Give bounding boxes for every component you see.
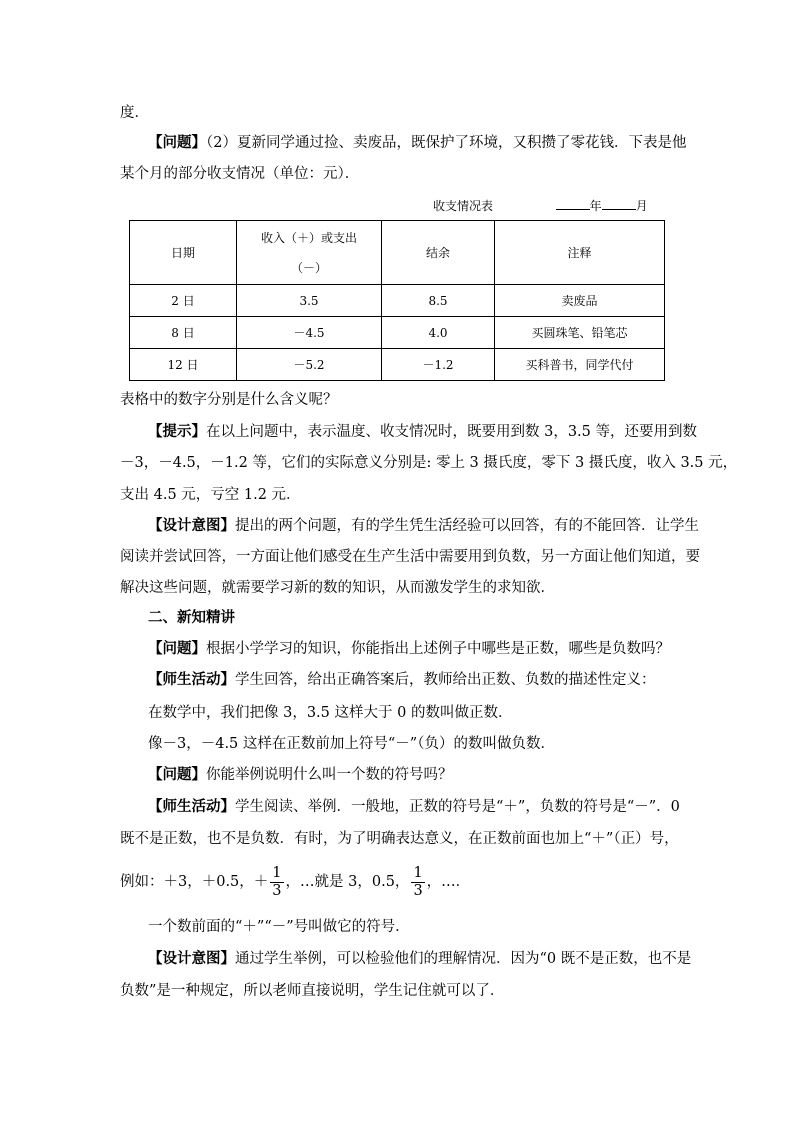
label-tag: 【设计意图】 [148, 950, 235, 967]
cell-balance: 4.0 [382, 317, 495, 349]
fraction-numerator: 1 [413, 864, 423, 881]
label-tag: 【设计意图】 [148, 517, 235, 534]
text-line [148, 639, 670, 659]
text-line [148, 949, 691, 969]
text-line: 像－3，－4.5 这样在正数前加上符号“－”（负）的数叫做负数． [148, 736, 555, 752]
text-span: ，…． [426, 874, 471, 890]
text-line: 在数学中，我们把像 3，3.5 这样大于 0 的数叫做正数． [148, 705, 513, 721]
header-balance: 结余 [382, 221, 495, 285]
table-caption [433, 197, 648, 214]
text-line: 度． [120, 105, 149, 121]
text-line [148, 422, 697, 442]
month-blank [602, 197, 636, 210]
label-tag: 【提示】 [148, 423, 206, 440]
header-note: 注释 [495, 221, 665, 285]
text-span: 你能举例说明什么叫一个数的符号吗？ [206, 767, 453, 783]
text-line: 表格中的数字分别是什么含义呢？ [120, 392, 338, 408]
text-span: 通过学生举例，可以检验他们的理解情况．因为“0 既不是正数，也不是 [235, 951, 692, 967]
cell-balance: －1.2 [382, 349, 495, 381]
text-span: 提出的两个问题，有的学生凭生活经验可以回答，有的不能回答．让学生 [235, 518, 699, 534]
cell-amount: －5.2 [237, 349, 382, 381]
text-line: 一个数前面的“＋”“－”号叫做它的符号． [148, 919, 410, 935]
table-title: 收支情况表 [433, 199, 494, 213]
text-span: 根据小学学习的知识，你能指出上述例子中哪些是正数，哪些是负数吗？ [206, 641, 670, 657]
label-tag: 【师生活动】 [148, 798, 235, 815]
text-line [148, 797, 680, 817]
month-label: 月 [635, 199, 648, 213]
text-line: 阅读并尝试回答，一方面让他们感受在生产生活中需要用到负数，另一方面让他们知道，要 [120, 549, 700, 565]
table-row [130, 349, 665, 381]
text-line: 既不是正数，也不是负数．有时，为了明确表达意义，在正数前面也加上“＋”（正）号， [120, 831, 679, 847]
text-line [148, 133, 686, 153]
text-line: 支出 4.5 元，亏空 1.2 元． [120, 487, 301, 503]
text-line: 负数”是一种规定，所以老师直接说明，学生记住就可以了． [120, 983, 505, 999]
fraction-one-third [411, 865, 424, 900]
header-amount [237, 221, 382, 285]
label-tag: 【师生活动】 [148, 671, 235, 688]
cell-date: 12 日 [130, 349, 237, 381]
text-line [148, 516, 699, 536]
text-line: －3，－4.5，－1.2 等，它们的实际意义分别是: 零上 3 摄氏度，零下 3 摄氏度，收入 3.5 元， [120, 455, 738, 471]
fraction-denominator: 3 [413, 882, 423, 899]
label-tag: 【问题】 [148, 640, 206, 657]
text-span: （2）夏新同学通过捡、卖废品，既保护了环境，又积攒了零花钱．下表是他 [206, 135, 687, 151]
cell-date: 8 日 [130, 317, 237, 349]
table-header-row [130, 221, 665, 285]
fraction-denominator: 3 [272, 882, 282, 899]
header-amount-line1: 收入（＋）或支出 [260, 230, 357, 245]
section-heading: 二、新知精讲 [148, 609, 235, 626]
text-line [148, 670, 656, 690]
text-line: 解决这些问题，就需要学习新的数的知识，从而激发学生的求知欲． [120, 580, 555, 596]
cell-amount: 3.5 [237, 285, 382, 317]
cell-amount: －4.5 [237, 317, 382, 349]
text-span: 学生回答，给出正确答案后，教师给出正数、负数的描述性定义： [235, 672, 656, 688]
year-label: 年 [589, 199, 602, 213]
label-tag: 【问题】 [148, 766, 206, 783]
table-row [130, 285, 665, 317]
cell-note: 卖废品 [495, 285, 665, 317]
cell-balance: 8.5 [382, 285, 495, 317]
cell-note: 买圆珠笔、铅笔芯 [495, 317, 665, 349]
label-tag: 【问题】 [148, 134, 206, 151]
text-line [148, 765, 453, 785]
text-span: 学生阅读、举例．一般地，正数的符号是“＋”，负数的符号是“－”．0 [235, 799, 680, 815]
cell-date: 2 日 [130, 285, 237, 317]
fraction-numerator: 1 [272, 864, 282, 881]
fraction-one-third [270, 865, 283, 900]
text-span: 在以上问题中，表示温度、收支情况时，既要用到数 3，3.5 等，还要用到数 [206, 424, 698, 440]
text-line [120, 864, 470, 900]
text-span: ，…就是 3，0.5， [285, 874, 410, 890]
year-blank [556, 197, 590, 210]
header-date: 日期 [130, 221, 237, 285]
header-amount-line2: （－） [290, 260, 327, 275]
income-expense-table [129, 220, 665, 381]
text-span: 例如：＋3，＋0.5，＋ [120, 874, 269, 890]
table-row [130, 317, 665, 349]
cell-note: 买科普书，同学代付 [495, 349, 665, 381]
text-line: 某个月的部分收支情况（单位：元）． [120, 166, 360, 182]
